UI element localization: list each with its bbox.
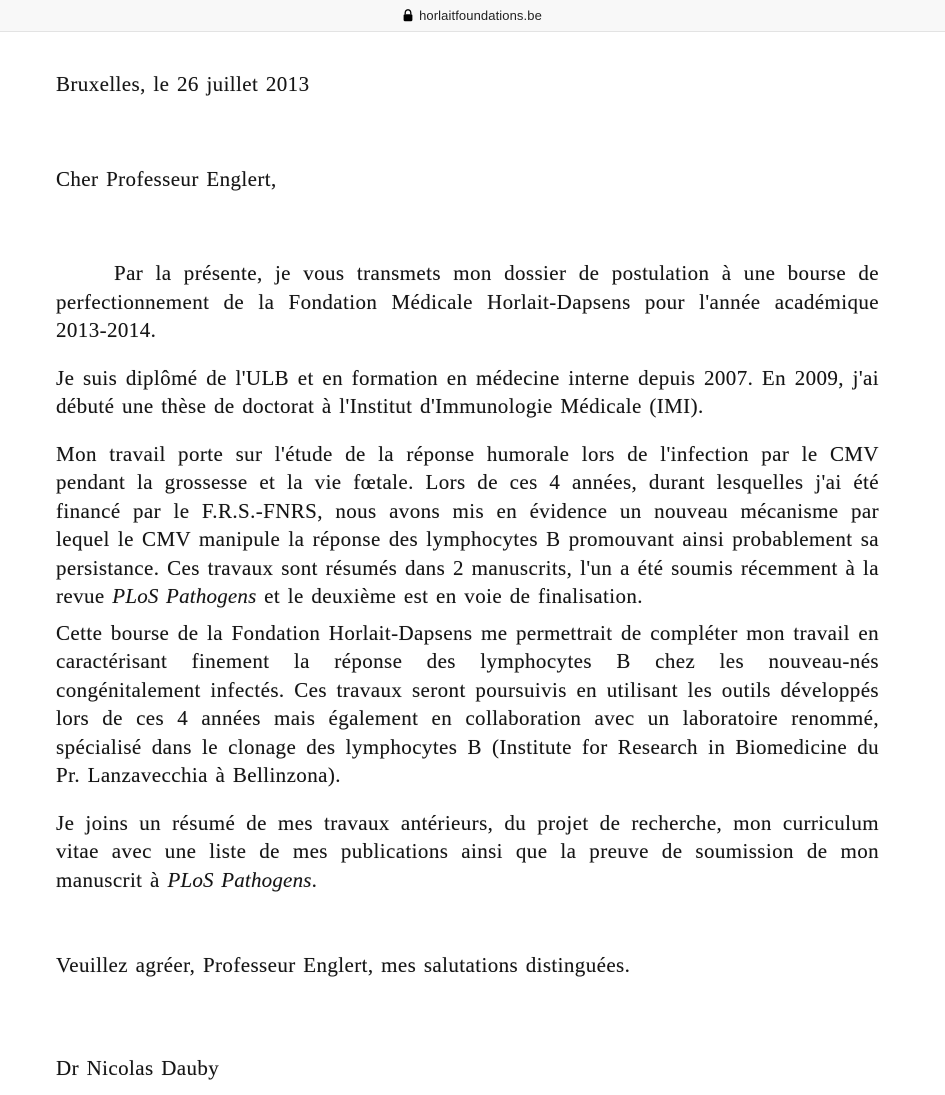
italic-text: PLoS Pathogens [112,584,257,608]
letter-paragraph [56,809,879,895]
letter-paragraph [56,440,879,611]
paragraph-text: Par la présente, je vous transmets mon dossier de postulation à une bourse de perfectionnement de la Fondation Médicale Horlait-Dapsens pour l'année académique 2013-2014. [56,261,879,342]
document-page [0,32,945,1082]
paragraph-text: Je joins un résumé de mes travaux antérieurs, du projet de recherche, mon curriculum vitae avec une liste de mes publications ainsi que la preuve de soumission de mon manuscrit à [56,810,879,892]
lock-icon [403,9,413,22]
letter-signature: Dr Nicolas Dauby [56,1055,220,1080]
url-text: horlaitfoundations.be [419,8,542,23]
letter-paragraph [56,364,879,421]
paragraph-text: Mon travail porte sur l'étude de la réponse humorale lors de l'infection par le CMV pendant la grossesse et la vie fœtale. Lors de ces 4 années, durant lesquelles j'ai été financé par le F.R.S.-FNRS, nous avons mis en évidence un nouveau mécanisme par lequel le CMV manipule la réponse des lymphocytes B promouvant ainsi probablement sa persistance. Ces travaux sont résumés dans 2 manuscrits, l'un a été soumis récemment à la revue [56,441,879,608]
italic-text: PLoS Pathogens [167,867,312,892]
paragraph-text: . [311,867,318,892]
paragraph-text: Je suis diplômé de l'ULB et en formation en médecine interne depuis 2007. En 2009, j'ai débuté une thèse de doctorat à l'Institut d'Immunologie Médicale (IMI). [56,365,879,418]
letter-salutation: Cher Professeur Englert, [56,166,277,191]
paragraph-text: Cette bourse de la Fondation Horlait-Dapsens me permettrait de compléter mon travail en caractérisant finement la réponse des lymphocytes B chez les nouveau-nés congénitalement infectés. Ces travaux seront poursuivis en utilisant les outils développés lors de ces 4 années mais également en collaboration avec un laboratoire renommé, spécialisé dans le clonage des lymphocytes B (Institute for Research in Biomedicine du Pr. Lanzavecchia à Bellinzona). [56,620,879,787]
browser-toolbar [0,0,945,32]
letter-paragraph [56,259,879,345]
url-bar[interactable] [393,5,552,26]
paragraph-text: et le deuxième est en voie de finalisation. [256,584,643,608]
letter-paragraph [56,619,879,790]
letter-closing: Veuillez agréer, Professeur Englert, mes salutations distinguées. [56,953,631,977]
letter-date: Bruxelles, le 26 juillet 2013 [56,72,310,96]
letter-body [56,259,879,894]
